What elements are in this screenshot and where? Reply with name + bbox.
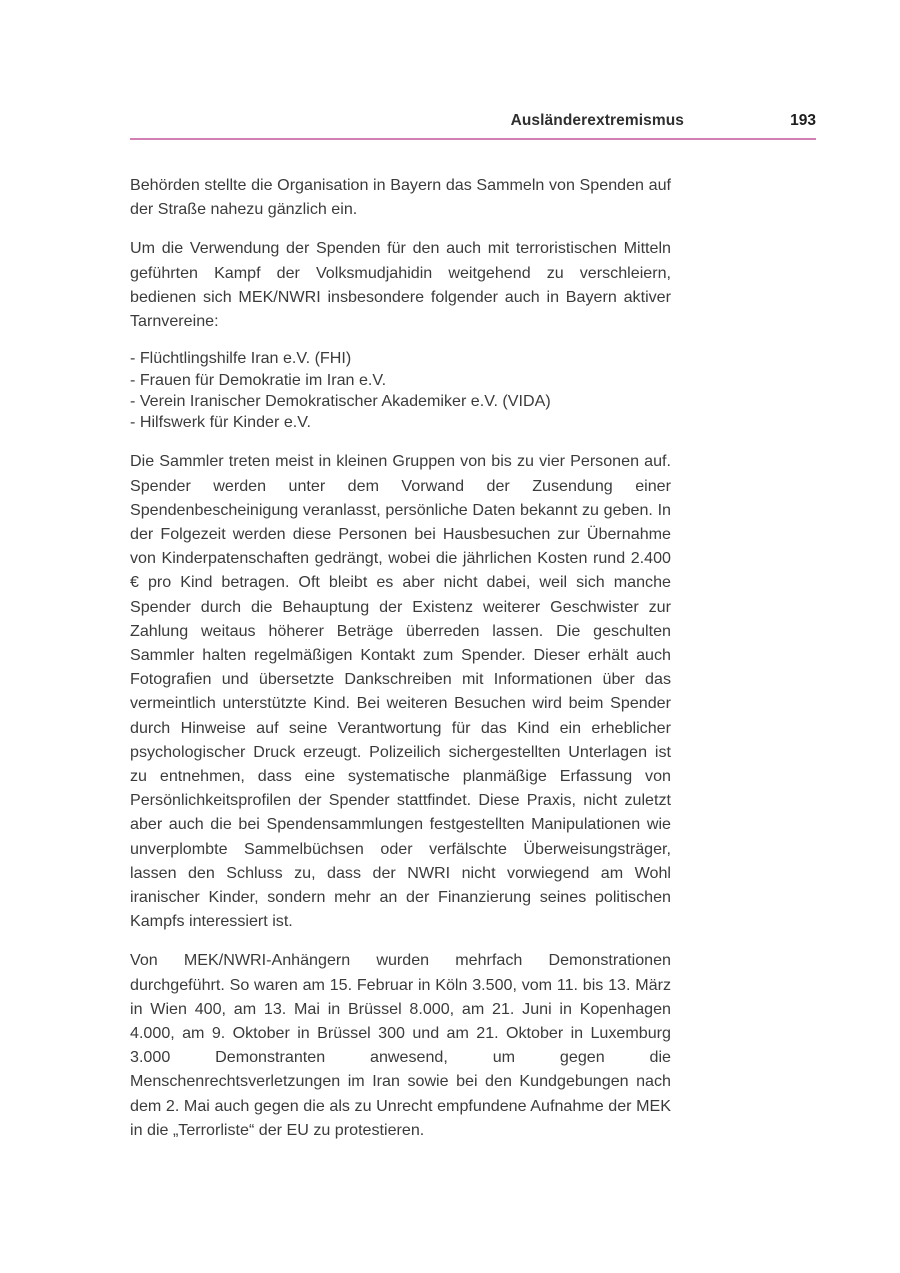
paragraph-1: Behörden stellte die Organisation in Bayern das Sammeln von Spenden auf der Straße nahezu gänzlich ein.	[130, 176, 671, 219]
tarnvereine-list	[130, 348, 671, 433]
list-item: - Frauen für Demokratie im Iran e.V.	[130, 370, 387, 389]
list-item: - Hilfswerk für Kinder e.V.	[130, 413, 311, 432]
header-divider	[130, 138, 816, 140]
page-number: 193	[790, 112, 816, 129]
paragraph-3: Die Sammler treten meist in kleinen Gruppen von bis zu vier Personen auf. Spender werden unter dem Vorwand der Zusendung einer Spendenbescheinigung veranlasst, persönliche Daten bekannt zu geben. In der Folgezeit werden diese Personen bei Hausbesuchen zur Übernahme von Kinderpatenschaften gedrängt, wobei die jährlichen Kosten rund 2.400 € pro Kind betragen. Oft bleibt es aber nicht dabei, weil sich manche Spender durch die Behauptung der Existenz weiterer Geschwister zur Zahlung weitaus höherer Beträge überreden lassen. Die geschulten Sammler halten regelmäßigen Kontakt zum Spender. Dieser erhält auch Fotografien und übersetzte Dankschreiben mit Informationen über das vermeintlich unterstützte Kind. Bei weiteren Besuchen wird beim Spender durch Hinweise auf seine Verantwortung für das Kind ein erheblicher psychologischer Druck erzeugt. Polizeilich sichergestellten Unterlagen ist zu entnehmen, dass eine systematische planmäßige Erfassung von Persönlichkeitsprofilen der Spender stattfindet. Diese Praxis, nicht zuletzt aber auch die bei Spendensammlungen festgestellten Manipulationen wie unverplombte Sammelbüchsen oder verfälschte Überweisungsträger, lassen den Schluss zu, dass der NWRI nicht vorwiegend am Wohl iranischer Kinder, sondern mehr an der Finanzierung seines politischen Kampfs interessiert ist.	[130, 452, 671, 931]
page-title: Ausländerextremismus	[510, 112, 684, 129]
list-item: - Verein Iranischer Demokratischer Akademiker e.V. (VIDA)	[130, 391, 551, 410]
list-item: - Flüchtlingshilfe Iran e.V. (FHI)	[130, 349, 352, 368]
body-text-column	[130, 173, 671, 1142]
paragraph-2: Um die Verwendung der Spenden für den auch mit terroristischen Mitteln geführten Kampf der Volksmudjahidin weitgehend zu verschleiern, bedienen sich MEK/NWRI insbesondere folgender auch in Bayern aktiver Tarnvereine:	[130, 239, 671, 331]
paragraph-4: Von MEK/NWRI-Anhängern wurden mehrfach Demonstrationen durchgeführt. So waren am 15. Februar in Köln 3.500, vom 11. bis 13. März in Wien 400, am 13. Mai in Brüssel 8.000, am 21. Juni in Kopenhagen 4.000, am 9. Oktober in Brüssel 300 und am 21. Oktober in Luxemburg 3.000 Demonstranten anwesend, um gegen die Menschenrechtsverletzungen im Iran sowie bei den Kundgebungen nach dem 2. Mai auch gegen die als zu Unrecht empfundene Aufnahme der MEK in die „Terrorliste“ der EU zu protestieren.	[130, 951, 671, 1139]
running-header	[130, 112, 816, 130]
